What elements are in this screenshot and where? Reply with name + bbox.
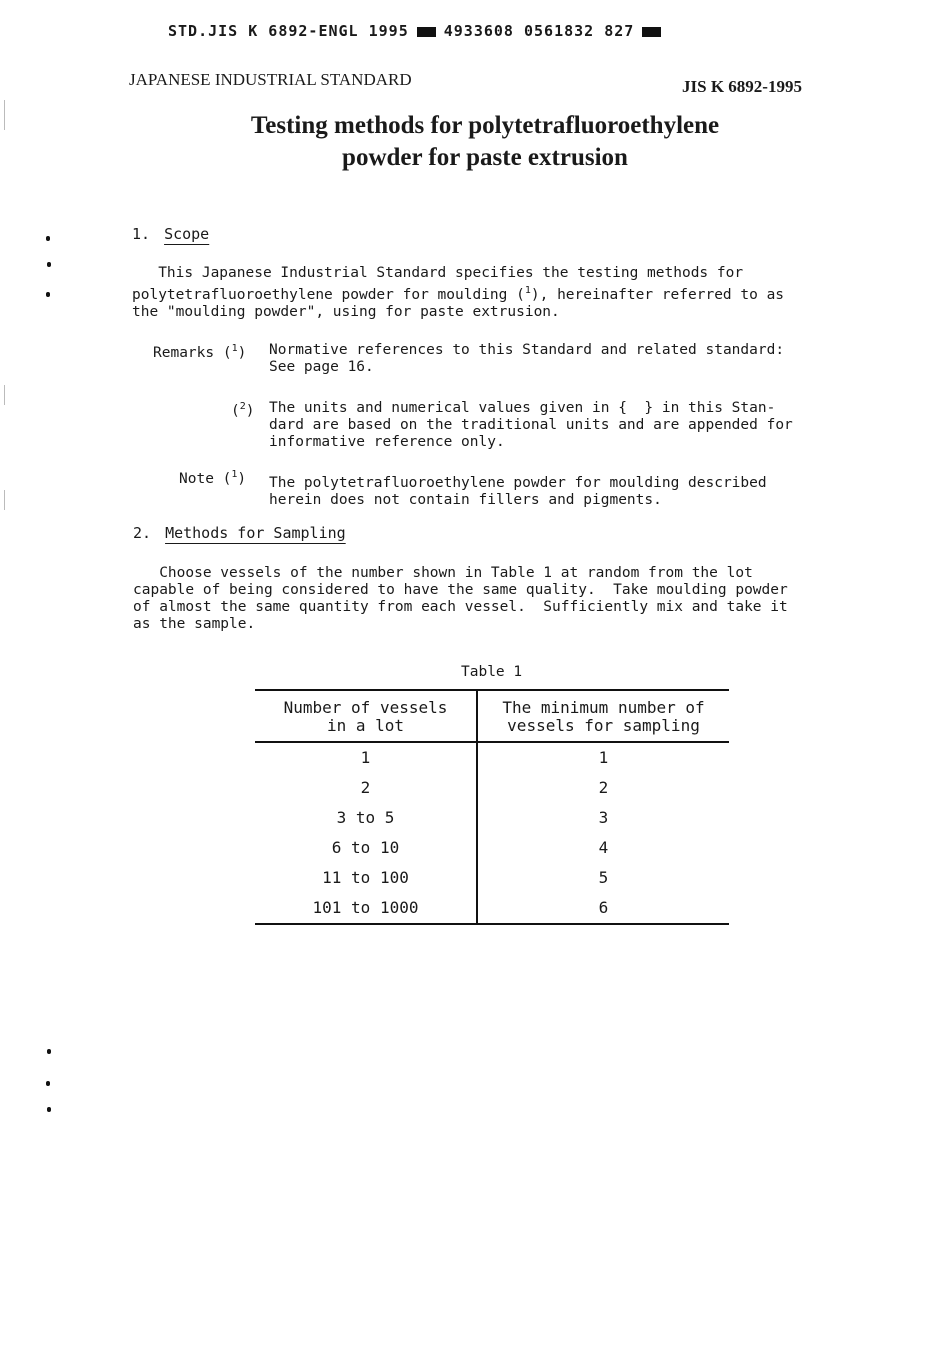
- table-cell-min: 3: [598, 808, 609, 827]
- margin-dot-icon: [46, 236, 50, 241]
- remarks-text: Remarks: [153, 344, 215, 361]
- remarks-label: Remarks ($^1$): [153, 343, 247, 361]
- redaction-block-icon: [417, 27, 436, 37]
- header-line: The minimum number of: [502, 698, 705, 717]
- section-2-paragraph: [133, 565, 788, 633]
- table-cell-lot: 6 to 10: [255, 833, 478, 863]
- table-row: [255, 833, 729, 863]
- note-label: Note ($^1$): [179, 469, 247, 487]
- text-line: See page 16.: [269, 359, 374, 375]
- text-line: Normative references to this Standard and related standard:: [269, 342, 785, 358]
- section-1-paragraph: [132, 265, 784, 321]
- standard-name: JAPANESE INDUSTRIAL STANDARD: [129, 70, 412, 89]
- remark-1: [269, 342, 784, 376]
- margin-rule: [4, 385, 5, 405]
- table-cell-lot: 1: [255, 743, 478, 773]
- text-line: informative reference only.: [269, 434, 505, 450]
- table-row: [255, 743, 729, 773]
- header-line: in a lot: [326, 716, 405, 735]
- sampling-table: [255, 689, 729, 925]
- note-text: Note: [179, 470, 214, 487]
- text-span: polytetrafluoroethylene powder for moulding (: [132, 286, 525, 303]
- margin-dot-icon: [47, 1107, 51, 1112]
- margin-dot-icon: [46, 292, 50, 297]
- margin-rule: [4, 490, 5, 510]
- table-cell-min: 5: [598, 868, 609, 887]
- title-line-2: powder for paste extrusion: [342, 144, 628, 171]
- table-cell-lot: 3 to 5: [255, 803, 478, 833]
- table-cell-min: 4: [598, 838, 609, 857]
- text-line: of almost the same quantity from each vessel. Sufficiently mix and take it: [133, 599, 788, 615]
- text-line: herein does not contain fillers and pigments.: [269, 492, 662, 508]
- standard-number: JIS K 6892-1995: [682, 77, 802, 96]
- table-caption: Table 1: [461, 664, 523, 680]
- table-cell-lot: 11 to 100: [255, 863, 478, 893]
- note-number: 1: [231, 469, 238, 480]
- table-header-lots: [255, 691, 478, 741]
- table-header-row: [255, 691, 729, 741]
- text-line: capable of being considered to have the same quality. Take moulding powder: [133, 582, 788, 598]
- margin-dot-icon: [47, 262, 51, 267]
- table-row: [255, 773, 729, 803]
- table-cell-lot: 2: [255, 773, 478, 803]
- section-2-title: Methods for Sampling: [165, 524, 346, 542]
- table-row: [255, 803, 729, 833]
- section-2-number: 2.: [133, 524, 152, 542]
- table-body: [255, 743, 729, 923]
- table-cell-min: 2: [598, 778, 609, 797]
- section-1-heading: [132, 226, 209, 243]
- text-line: [132, 282, 784, 304]
- remark-number: 1: [231, 343, 238, 354]
- margin-dot-icon: [47, 1049, 51, 1054]
- title-line-1: Testing methods for polytetrafluoroethylene: [250, 112, 720, 139]
- margin-rule: [4, 100, 5, 130]
- text-line: as the sample.: [133, 616, 256, 632]
- section-1-title: Scope: [164, 225, 210, 243]
- text-line: The polytetrafluoroethylene powder for moulding described: [269, 475, 767, 491]
- document-code-left: STD.JIS K 6892-ENGL 1995: [168, 22, 409, 40]
- table-cell-lot: 101 to 1000: [255, 893, 478, 923]
- table-header-minimum: [478, 691, 729, 741]
- section-1-number: 1.: [132, 225, 151, 243]
- remark-2-number: ($^2$): [231, 401, 255, 419]
- text-line: The units and numerical values given in { } in this Stan-: [269, 400, 776, 416]
- page-title: [150, 110, 820, 174]
- margin-dot-icon: [46, 1081, 50, 1086]
- header-line: Number of vessels: [283, 698, 448, 717]
- text-span: ), hereinafter referred to as: [530, 286, 785, 303]
- text-line: Choose vessels of the number shown in Table 1 at random from the lot: [133, 565, 753, 581]
- remark-2: [269, 400, 793, 451]
- section-2-heading: [133, 525, 346, 542]
- text-line: the "moulding powder", using for paste extrusion.: [132, 303, 560, 320]
- redaction-block-icon: [642, 27, 661, 37]
- text-line: dard are based on the traditional units and are appended for: [269, 417, 793, 433]
- table-cell-min: 1: [598, 748, 609, 767]
- table-row: [255, 863, 729, 893]
- note-1: [269, 475, 767, 509]
- table-bottom-rule: [255, 923, 729, 925]
- table-row: [255, 893, 729, 923]
- document-code-right: 4933608 0561832 827: [443, 22, 635, 40]
- document-code-line: [168, 22, 669, 40]
- remark-number: 2: [239, 401, 246, 412]
- text-line: This Japanese Industrial Standard specifies the testing methods for: [132, 265, 744, 281]
- table-cell-min: 6: [598, 898, 609, 917]
- footnote-marker: 1: [524, 285, 531, 296]
- header-line: vessels for sampling: [507, 716, 700, 735]
